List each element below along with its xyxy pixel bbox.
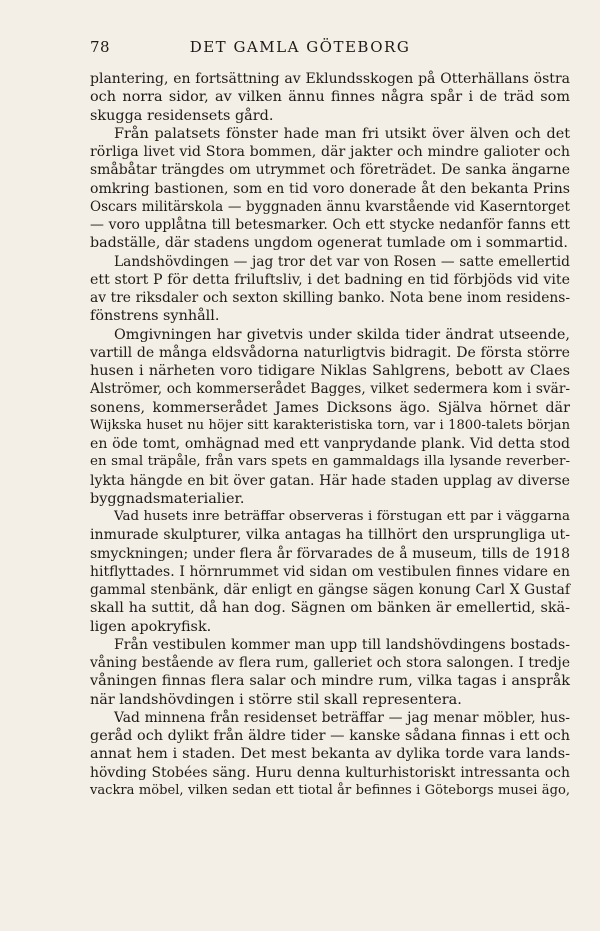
text-line: när landshövdingen i större stil skall representera. xyxy=(90,691,462,708)
text-line: skugga residensets gård. xyxy=(90,107,274,124)
text-line: lykta hängde en bit över gatan. Här hade staden upplag av diverse xyxy=(90,472,570,489)
text-line: våningen finnas flera salar och mindre rum, vilka tagas i anspråk xyxy=(90,673,570,690)
text-line: våning bestående av flera rum, galleriet och stora salongen. I tredje xyxy=(90,655,570,671)
text-line: vartill de många eldsvådorna naturligtvis bidragit. De första större xyxy=(90,344,570,361)
text-line: geråd och dylikt från äldre tider — kanske sådana finnas i ett och xyxy=(90,728,570,744)
text-line: småbåtar trängdes om utrymmet och företrädet. De sanka ängarne xyxy=(90,162,570,179)
text-line: hövding Stobées säng. Huru denna kulturhistoriskt intressanta och xyxy=(90,764,570,781)
text-line: Omgivningen har givetvis under skilda tider ändrat utseende, xyxy=(114,326,570,343)
text-line: en öde tomt, omhägnad med ett vanprydande plank. Vid detta stod xyxy=(90,436,570,452)
text-line: husen i närheten voro tidigare Niklas Sahlgrens, bebott av Claes xyxy=(90,363,570,379)
text-line: inmurade skulpturer, vilka antagas ha tillhört den ursprungliga ut- xyxy=(90,527,570,544)
running-head xyxy=(0,38,600,60)
text-line: — voro upplåtna till betesmarker. Och ett stycke nedanför fanns ett xyxy=(90,217,570,233)
text-line: annat hem i staden. Det mest bekanta av dylika torde vara lands- xyxy=(90,746,570,763)
text-line: Alströmer, och kommerserådet Bagges, vilket sedermera kom i svär- xyxy=(90,381,570,398)
text-line: sonens, kommerserådet James Dicksons ägo. Själva hörnet där xyxy=(90,399,570,416)
text-line: och norra sidor, av vilken ännu finnes några spår i de träd som xyxy=(90,89,570,106)
text-line: fönstrens synhåll. xyxy=(90,308,220,325)
text-line: gammal stenbänk, där enligt en gängse sägen konung Carl X Gustaf xyxy=(90,582,570,598)
text-line: Från palatsets fönster hade man fri utsikt över älven och det xyxy=(114,125,570,142)
text-line: badställe, där stadens ungdom ogenerat tumlade om i sommartid. xyxy=(90,235,568,252)
text-line: vackra möbel, vilken sedan ett tiotal år befinnes i Göteborgs musei ägo, xyxy=(90,782,570,798)
text-line: Från vestibulen kommer man upp till landshövdingens bostads- xyxy=(114,636,570,653)
body-text xyxy=(90,70,570,800)
text-line: hitflyttades. I hörnrummet vid sidan om vestibulen finnes vidare en xyxy=(90,563,570,580)
text-line: Oscars militärskola — byggnaden ännu kvarstående vid Kaserntorget xyxy=(90,198,570,215)
text-line: Vad minnena från residenset beträffar — jag menar möbler, hus- xyxy=(114,709,570,726)
text-line: en smal träpåle, från vars spets en gammaldags illa lysande reverber- xyxy=(90,454,570,470)
text-line: Landshövdingen — jag tror det var von Rosen — satte emellertid xyxy=(114,253,570,270)
text-line: skall ha suttit, då han dog. Sägnen om bänken är emellertid, skä- xyxy=(90,600,570,617)
text-line: ligen apokryfisk. xyxy=(90,618,212,635)
text-line: rörliga livet vid Stora bommen, där jakter och mindre galioter och xyxy=(90,144,570,160)
text-line: Wijkska huset nu höjer sitt karakteristiska torn, var i 1800-talets början xyxy=(90,417,570,433)
text-line: omkring bastionen, som en tid voro donerade åt den bekanta Prins xyxy=(90,180,570,197)
text-line: plantering, en fortsättning av Eklundsskogen på Otterhällans östra xyxy=(90,71,570,87)
text-line: byggnadsmaterialier. xyxy=(90,490,245,507)
running-title: DET GAMLA GÖTEBORG xyxy=(189,38,411,56)
text-line: Vad husets inre beträffar observeras i förstugan ett par i väggarna xyxy=(114,509,570,524)
text-line: av tre riksdaler och sexton skilling banko. Nota bene inom residens- xyxy=(90,290,570,306)
page-number: 78 xyxy=(90,38,111,56)
text-line: ett stort P för detta friluftsliv, i det badning en tid förbjöds vid vite xyxy=(90,271,570,288)
text-line: smyckningen; under flera år förvarades de å museum, tills de 1918 xyxy=(90,545,570,562)
